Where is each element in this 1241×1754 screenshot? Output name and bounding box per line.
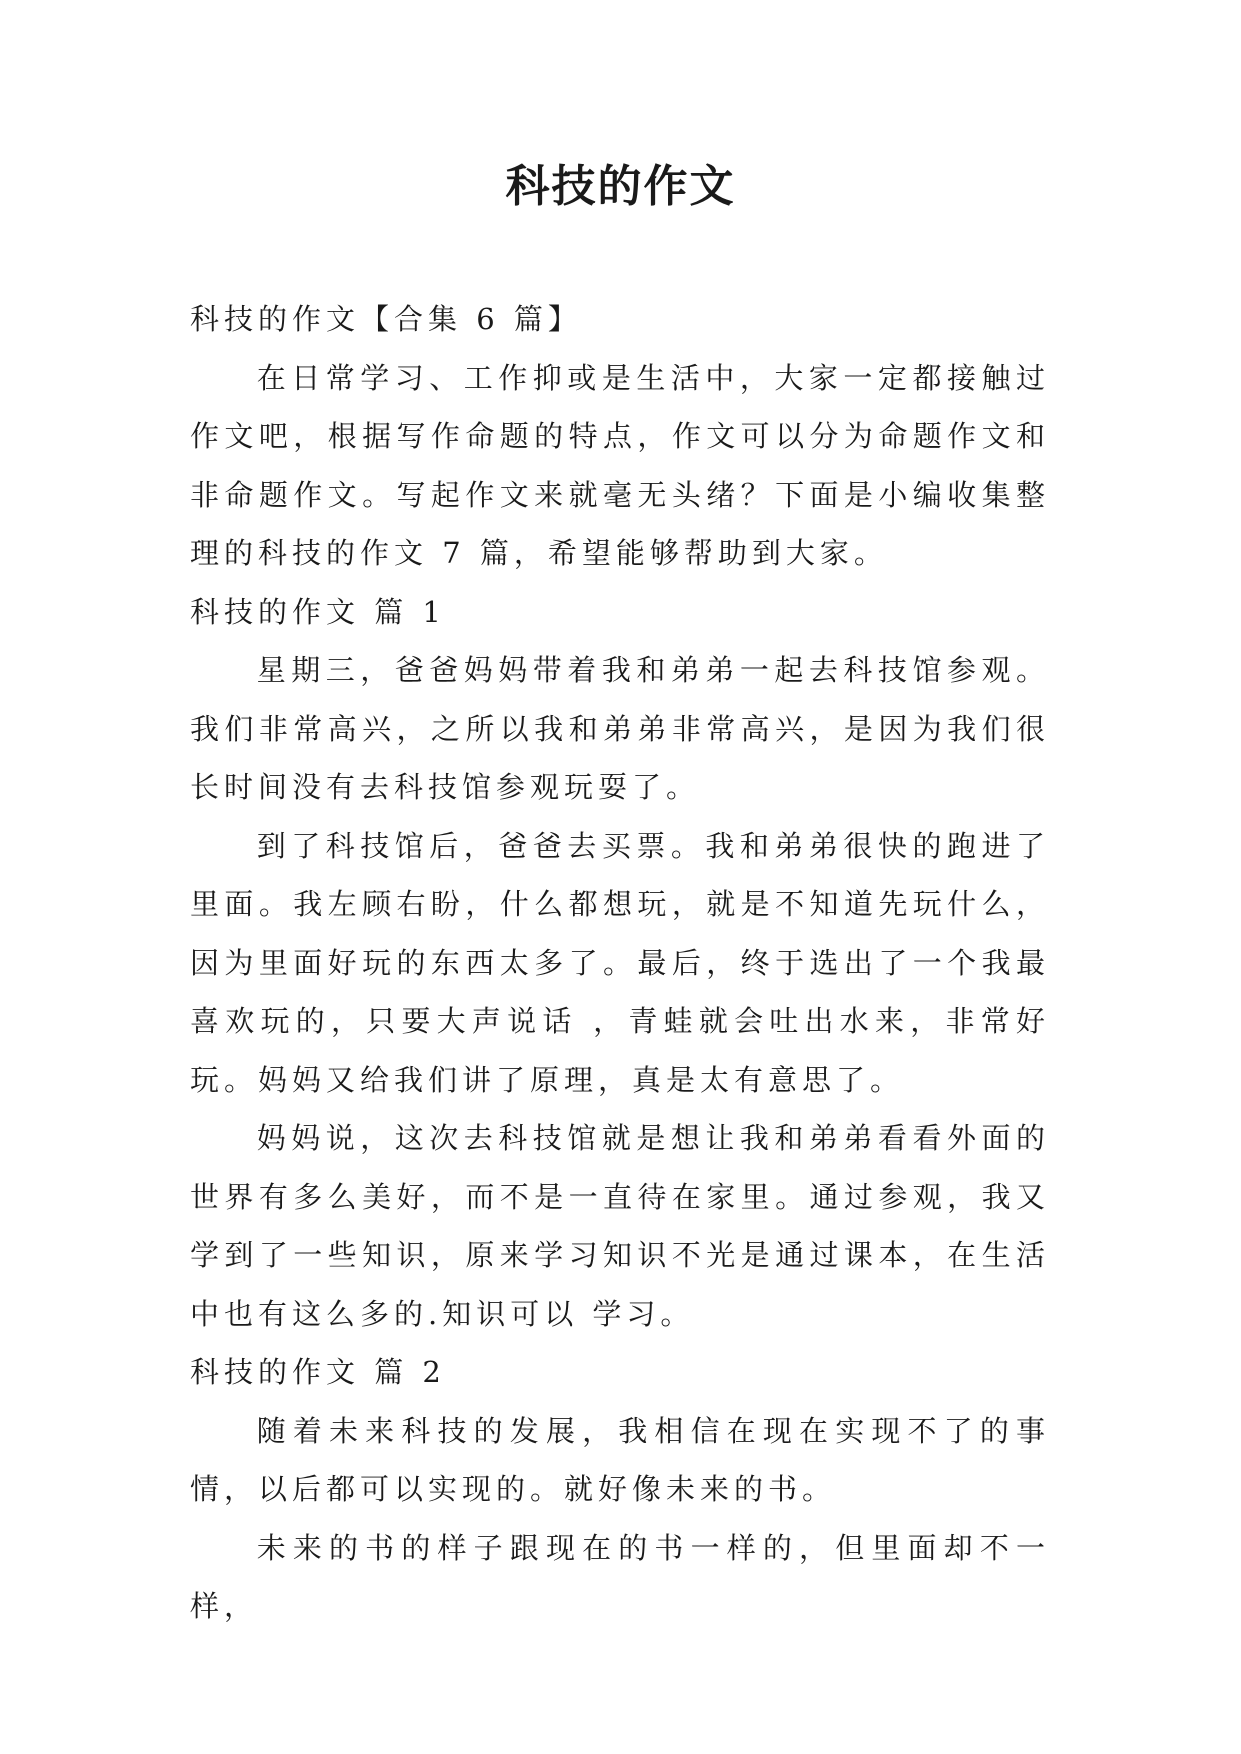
section-heading-1: 科技的作文 篇 1	[190, 594, 446, 629]
section-1-paragraph-1: 星期三，爸爸妈妈带着我和弟弟一起去科技馆参观。我们非常高兴，之所以我和弟弟非常高兴，是因为我们很长时间没有去科技馆参观玩耍了。	[190, 653, 1050, 804]
section-2-paragraph-2: 未来的书的样子跟现在的书一样的，但里面却不一样，	[190, 1530, 1050, 1623]
section-1-paragraph-2: 到了科技馆后，爸爸去买票。我和弟弟很快的跑进了里面。我左顾右盼，什么都想玩，就是不知道先玩什么，因为里面好玩的东西太多了。最后，终于选出了一个我最喜欢玩的，只要大声说话 ，青蛙就会吐出水来，非常好玩。妈妈又给我们讲了原理，真是太有意思了。	[190, 828, 1050, 1097]
section-1-paragraph-3: 妈妈说，这次去科技馆就是想让我和弟弟看看外面的世界有多么美好，而不是一直待在家里。通过参观，我又学到了一些知识，原来学习知识不光是通过课本，在生活中也有这么多的.知识可以 学习。	[190, 1121, 1050, 1331]
section-2-paragraph-1: 随着未来科技的发展，我相信在现在实现不了的事情，以后都可以实现的。就好像未来的书。	[190, 1413, 1050, 1506]
intro-paragraph: 在日常学习、工作抑或是生活中，大家一定都接触过作文吧，根据写作命题的特点，作文可以分为命题作文和非命题作文。写起作文来就毫无头绪？下面是小编收集整理的科技的作文 7 篇，希望能够帮助到大家。	[190, 360, 1050, 570]
document-title: 科技的作文	[505, 161, 736, 212]
document-body	[190, 290, 1050, 1636]
section-heading-2: 科技的作文 篇 2	[190, 1355, 446, 1389]
collection-subtitle: 科技的作文【合集 6 篇】	[190, 302, 582, 336]
